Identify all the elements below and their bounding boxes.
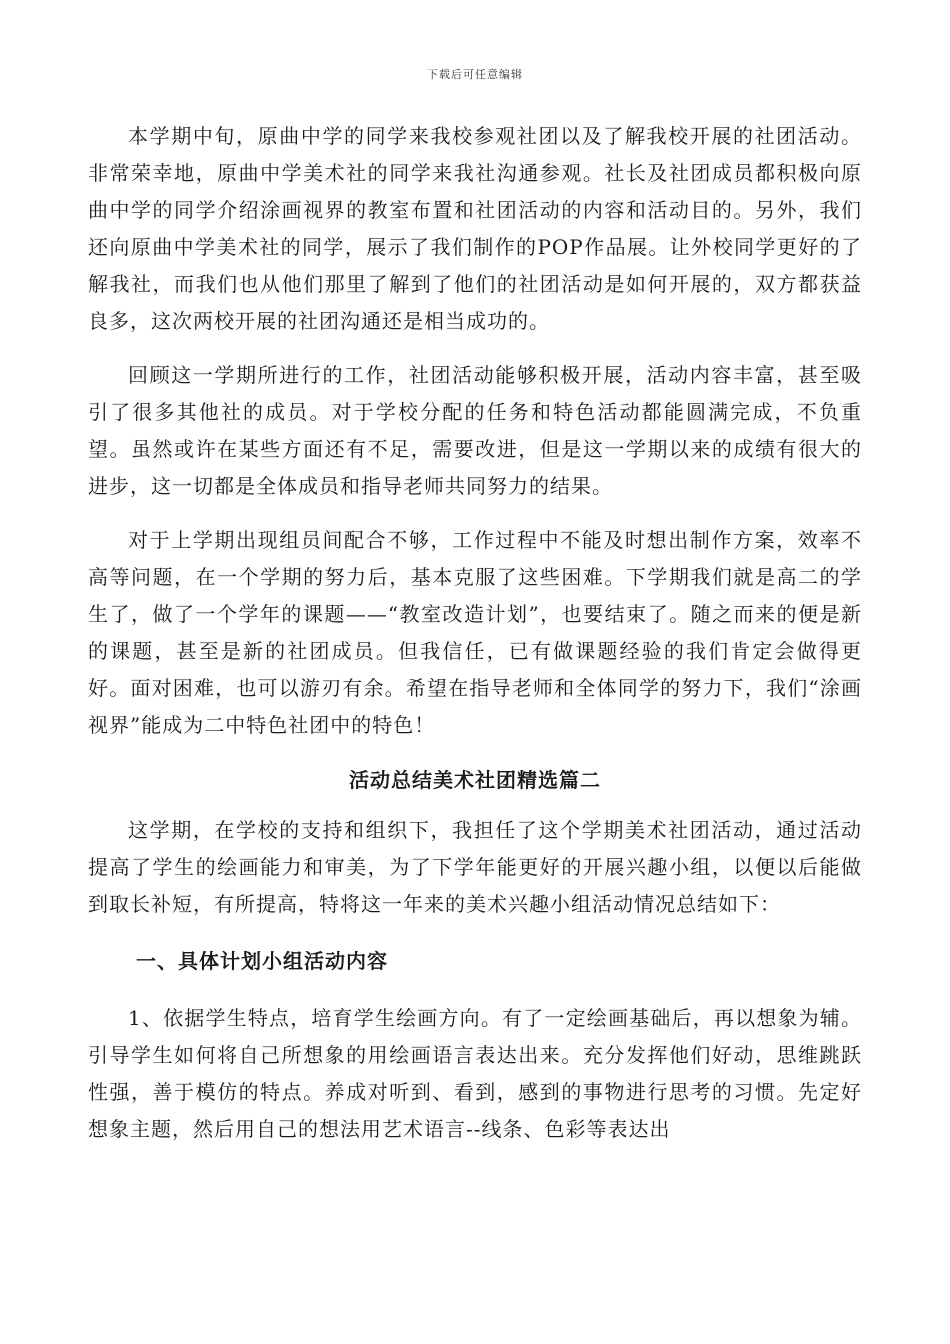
subheading-activity-content: 一、具体计划小组活动内容 bbox=[136, 949, 388, 973]
paragraph-semester-review: 回顾这一学期所进行的工作，社团活动能够积极开展，活动内容丰富，甚至吸引了很多其他社的成员。对于学校分配的任务和特色活动都能圆满完成，不负重望。虽然或许在某些方面还有不足，需要改进，但是这一学期以来的成绩有很大的进步，这一切都是全体成员和指导老师共同努力的结果。 bbox=[88, 363, 862, 498]
document-body bbox=[88, 118, 862, 1148]
page-header-note: 下载后可任意编辑 bbox=[427, 68, 523, 81]
section-title: 活动总结美术社团精选篇二 bbox=[349, 768, 601, 792]
paragraph-improvements: 对于上学期出现组员间配合不够，工作过程中不能及时想出制作方案，效率不高等问题，在一个学期的努力后，基本克服了这些困难。下学期我们就是高二的学生了，做了一个学年的课题——“教室改造计划”，也要结束了。随之而来的便是新的课题，甚至是新的社团成员。但我信任，已有做课题经验的我们肯定会做得更好。面对困难，也可以游刃有余。希望在指导老师和全体同学的努力下，我们“涂画视界”能成为二中特色社团中的特色！ bbox=[88, 528, 862, 737]
paragraph-item-1: 1、依据学生特点，培育学生绘画方向。有了一定绘画基础后，再以想象为辅。引导学生如何将自己所想象的用绘画语言表达出来。充分发挥他们好动，思维跳跃性强，善于模仿的特点。养成对听到、看到，感到的事物进行思考的习惯。先定好想象主题，然后用自己的想法用艺术语言--线条、色彩等表达出 bbox=[88, 1006, 862, 1141]
paragraph-section-intro: 这学期，在学校的支持和组织下，我担任了这个学期美术社团活动，通过活动提高了学生的绘画能力和审美，为了下学年能更好的开展兴趣小组，以便以后能做到取长补短，有所提高，特将这一年来的美术兴趣小组活动情况总结如下： bbox=[88, 818, 862, 916]
paragraph-school-visit: 本学期中旬，原曲中学的同学来我校参观社团以及了解我校开展的社团活动。非常荣幸地，原曲中学美术社的同学来我社沟通参观。社长及社团成员都积极向原曲中学的同学介绍涂画视界的教室布置和社团活动的内容和活动目的。另外，我们还向原曲中学美术社的同学，展示了我们制作的POP作品展。让外校同学更好的了解我社，而我们也从他们那里了解到了他们的社团活动是如何开展的，双方都获益良多，这次两校开展的社团沟通还是相当成功的。 bbox=[88, 124, 862, 333]
